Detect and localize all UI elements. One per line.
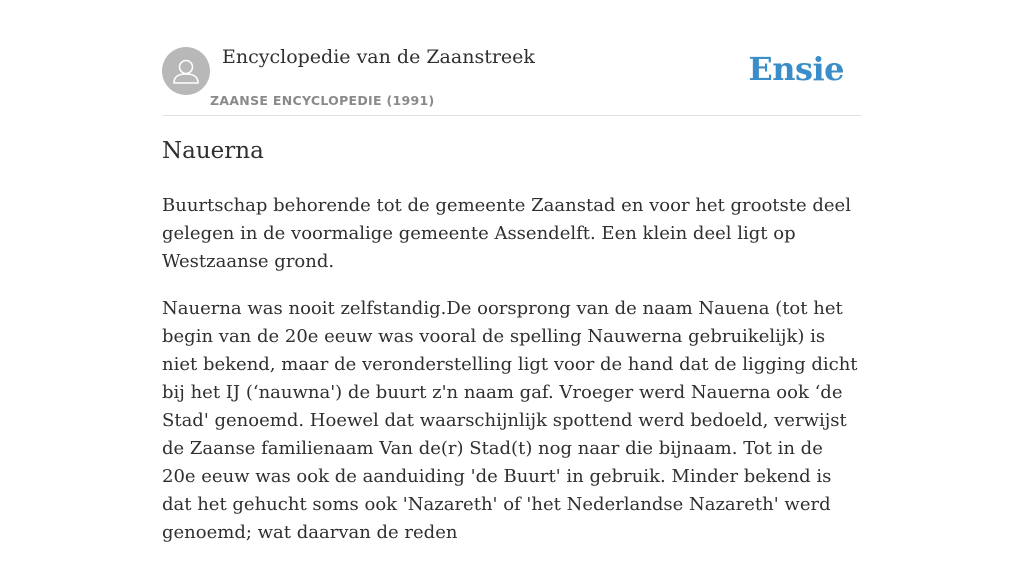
brand-logo[interactable]: Ensie <box>748 50 844 88</box>
avatar[interactable] <box>162 47 210 95</box>
source-title[interactable]: Encyclopedie van de Zaanstreek <box>222 46 535 68</box>
article-title: Nauerna <box>162 138 264 164</box>
user-icon <box>162 47 210 95</box>
source-header <box>162 0 862 116</box>
source-subtitle: ZAANSE ENCYCLOPEDIE (1991) <box>210 93 435 108</box>
article-paragraph: Nauerna was nooit zelfstandig.De oorsprong van de naam Nauena (tot het begin van de 20e eeuw was vooral de spelling Nauwerna gebruikelijk) is niet bekend, maar de veronderstelling ligt voor de hand dat de ligging dicht bij het IJ (‘nauwna') de buurt z'n naam gaf. Vroeger werd Nauerna ook ‘de Stad' genoemd. Hoewel dat waarschijnlijk spottend werd bedoeld, verwijst de Zaanse familienaam Van de(r) Stad(t) nog naar die bijnaam. Tot in de 20e eeuw was ook de aanduiding 'de Buurt' in gebruik. Minder bekend is dat het gehucht soms ook 'Nazareth' of 'het Nederlandse Nazareth' werd genoemd; wat daarvan de reden <box>162 298 858 543</box>
article-body <box>162 192 862 566</box>
article-paragraph: Buurtschap behorende tot de gemeente Zaanstad en voor het grootste deel gelegen in de voormalige gemeente Assendelft. Een klein deel ligt op Westzaanse grond. <box>162 195 851 272</box>
